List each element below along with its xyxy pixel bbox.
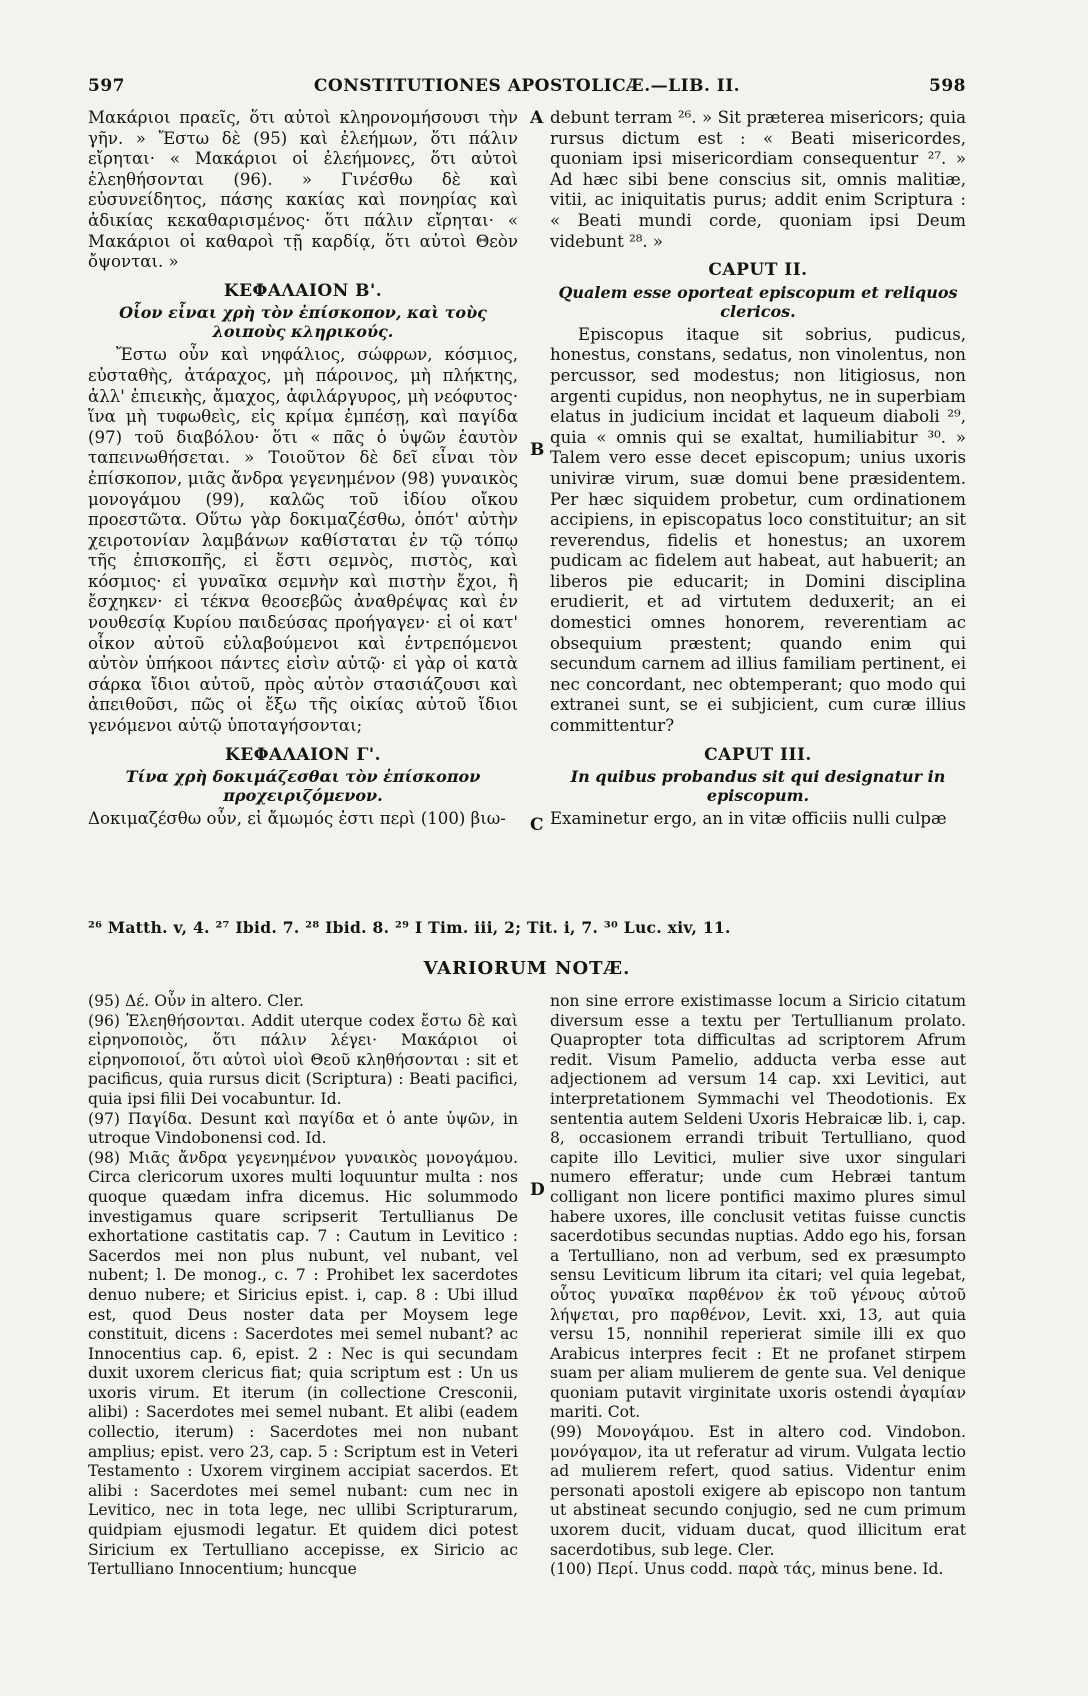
note-98-continued: non sine errore existimasse locum a Siricio citatum diversum esse a textu per Tertullianum prolato. Quapropter tota difficultas ad scriptorem Afrum redit. Visum Pamelio, adducta verba esse aut adjectionem ad versum 14 cap. xxi Levitici, aut interpretationem Symmachi vel Theodotionis. Ex sententia autem Seldeni Uxoris Hebraicæ lib. i, cap. 8, occasionem errandi tribuit Tertulliano, quod capite illo Levitici, mulier sive uxor singulari numero efferatur; unde cum Hebræi tantum colligant non licere pontifici maximo plures simul habere uxores, ille conclusit vetitas fuisse cunctis sacerdotibus secundas nuptias. Addo ego his, forsan a Tertulliano, non ad verbum, sed ex præsumpto sensu Leviticum librum ita citari; vel quia legebat, οὗτος γυναῖκα παρθένον ἐκ τοῦ γένους αὐτοῦ λήψεται, pro παρθένον, Levit. xxi, 13, aut quia versu 15, nonnihil reperierat simile illi ex quo Arabicus interpres fecit : Et ne profanet stirpem suam per aliam mulierem de gente sua. Vel denique quoniam putavit virginitate uxoris ostendi ἀγαμίαν mariti. Cot. — [550, 992, 966, 1422]
note-96: (96) Ἐλεηθήσονται. Addit uterque codex ἔστω δὲ καὶ εἰρηνοποιὸς, ὅτι πάλιν λέγει· Μακάριοι οἱ εἰρηνοποιοί, ὅτι αὐτοὶ υἱοὶ Θεοῦ κληθήσονται : sit et pacificus, quia rursus dicit (Scriptura) : Beati pacifici, quia ipsi filii Dei vocabuntur. Id. — [88, 1011, 518, 1108]
page-number-left: 597 — [88, 76, 125, 96]
greek-intro-paragraph: Μακάριοι πραεῖς, ὅτι αὐτοὶ κληρονομήσουσι τὴν γῆν. » Ἔστω δὲ (95) καὶ ἐλεήμων, ὅτι πάλιν εἴρηται· « Μακάριοι οἱ ἐλεήμονες, ὅτι αὐτοὶ ἐλεηθήσονται (96). » Γινέσθω δὲ καὶ εὐσυνείδητος, πάσης κακίας καὶ πονηρίας καὶ ἀδικίας κεκαθαρισμένος· ὅτι πάλιν εἴρηται· « Μακάριοι οἱ καθαροὶ τῇ καρδίᾳ, ὅτι αὐτοὶ Θεὸν ὄψονται. » — [88, 108, 518, 272]
margin-letter-a: A — [530, 108, 544, 128]
greek-chapter-2-text: Ἔστω οὖν καὶ νηφάλιος, σώφρων, κόσμιος, εὐσταθὴς, ἀτάραχος, μὴ πάροινος, μὴ πλήκτης, ἀλλ' ἐπιεικὴς, ἄμαχος, ἀφιλάργυρος, μὴ νεόφυτος· ἵνα μὴ τυφωθεὶς, εἰς κρίμα ἐμπέσῃ, καὶ παγίδα (97) τοῦ διαβόλου· ὅτι « πᾶς ὁ ὑψῶν ἑαυτὸν ταπεινωθήσεται. » Τοιοῦτον δὲ δεῖ εἶναι τὸν ἐπίσκοπον, μιᾶς ἄνδρα γεγενημένον (98) γυναικὸς μονογάμου (99), καλῶς τοῦ ἰδίου οἴκου προεστῶτα. Οὕτω γὰρ δοκιμαζέσθω, ὁπότ' αὐτὴν χειροτονίαν λαμβάνων καθίσταται ἐν τῷ τόπῳ τῆς ἐπισκοπῆς, εἰ ἔστι σεμνὸς, πιστὸς, καὶ κόσμιος· εἰ γυναῖκα σεμνὴν καὶ πιστὴν ἔχοι, ἢ ἔσχηκεν· εἰ τέκνα θεοσεβῶς ἀναθρέψας καὶ ἐν νουθεσίᾳ Κυρίου παιδεύσας προήγαγεν· εἰ οἱ κατ' οἶκον αὐτοῦ εὐλαβούμενοι καὶ ἐντρεπόμενοι αὐτὸν ὑπήκοοι πάντες εἰσὶν αὐτῷ· εἰ γὰρ οἱ κατὰ σάρκα ἴδιοι αὐτοῦ, πρὸς αὐτὸν στασιάζουσι καὶ ἀπειθοῦσι, πῶς οἱ ἔξω τῆς οἰκίας αὐτοῦ ἴδιοι γενόμενοι αὐτῷ ὑποταγήσονται; — [88, 345, 518, 736]
note-98: (98) Μιᾶς ἄνδρα γεγενημένον γυναικὸς μονογάμου. Circa clericorum uxores multi loquuntur multa : nos quoque quædam infra dicemus. Hic solummodo investigamus quare scripserit Tertullianus De exhortatione castitatis cap. 7 : Cautum in Levitico : Sacerdos mei non plus nubunt, vel nubant, vel nubent; l. De monog., c. 7 : Prohibet lex sacerdotes denuo nubere; et Siricius epist. i, cap. 8 : Ubi illud est, quod Deus noster data per Moysem lege constituit, dicens : Sacerdotes mei semel nubant? ac Innocentius cap. 6, epist. 2 : Nec is qui secundam duxit uxorem clericus fiat; quia scriptum est : Un us uxoris virum. Et iterum (in collectione Cresconii, alibi) : Sacerdotes mei semel nubant. Et alibi (eadem collectio, iterum) : Sacerdotes mei non nubant amplius; epist. vero 23, cap. 5 : Scriptum est in Veteri Testamento : Uxorem virginem accipiat sacerdos. Et alibi : Sacerdotes mei semel nubant: cum nec in Levitico, nec in tota lege, nec ullibi Scripturarum, quidpiam ejusmodi legatur. Et quidem dici potest Siricium ex Tertulliano accepisse, ex Siricio ac Tertulliano Innocentium; huncque — [88, 1148, 518, 1579]
notes-left-column — [88, 992, 518, 1580]
greek-chapter-2-title: Οἷον εἶναι χρὴ τὸν ἐπίσκοπον, καὶ τοὺς λοιποὺς κληρικούς. — [119, 303, 487, 342]
latin-chapter-3-title: In quibus probandus sit qui designatur in episcopum. — [570, 767, 946, 806]
note-97: (97) Παγίδα. Desunt καὶ παγίδα et ὁ ante ὑψῶν, in utroque Vindobonensi cod. Id. — [88, 1109, 518, 1148]
running-head — [88, 76, 966, 106]
latin-chapter-3-heading: CAPUT III. — [704, 744, 812, 765]
notes-right-column — [550, 992, 966, 1580]
latin-intro-paragraph: debunt terram ²⁶. » Sit præterea misericors; quia rursus dictum est : « Beati misericordes, quoniam ipsi misericordiam consequentur ²⁷. » Ad hæc sibi bene conscius sit, omnis malitiæ, vitii, ac iniquitatis purus; addit enim Scriptura : « Beati mundi corde, quoniam ipsi Deum videbunt ²⁸. » — [550, 108, 966, 251]
running-title: CONSTITUTIONES APOSTOLICÆ.—LIB. II. — [313, 76, 741, 96]
notes-heading: VARIORUM NOTÆ. — [423, 958, 631, 979]
page-number-right: 598 — [929, 76, 966, 96]
note-95: (95) Δέ. Οὖν in altero. Cler. — [88, 992, 305, 1010]
note-99: (99) Μονογάμου. Est in altero cod. Vindobon. μονόγαμον, ita ut referatur ad virum. Vulgata lectio ad mulierem refert, quod satius. Videntur enim personati apostoli exigere ab episcopo non tantum ut abstineat secundo conjugio, sed ne cum primum uxorem ducit, viduam ducat, quod illicitum erat sacerdotibus, sub lege. Cler. — [550, 1423, 966, 1559]
latin-chapter-3-text: Examinetur ergo, an in vitæ officiis nulli culpæ — [550, 809, 947, 829]
latin-chapter-2-text: Episcopus itaque sit sobrius, pudicus, honestus, constans, sedatus, non vinolentus, non percussor, sed modestus; non litigiosus, non argenti cupidus, non neophytus, ne in superbiam elatus in judicium incidat et laqueum diaboli ²⁹, quia « omnis qui se exaltat, humiliabitur ³⁰. » Talem vero esse decet episcopum; unius uxoris univiræ virum, suæ domui bene præsidentem. Per hæc siquidem probetur, cum ordinationem accipiens, in episcopatus loco constituitur; an sit reverendus, fidelis et honestus; an uxorem pudicam ac fidelem aut habeat, aut habuerit; an liberos pie educarit; in Domini disciplina erudierit, et ad virtutem deduxerit; an ei domestici omnes honorem, reverentiam ac obsequium præstent; quando enim qui secundum carnem ad illius familiam pertinent, ei nec concordant, nec obtemperant; quo modo qui extranei sunt, se ei subjicient, cum curæ illius committentur? — [550, 324, 966, 736]
note-100: (100) Περί. Unus codd. παρὰ τάς, minus bene. Id. — [550, 1560, 944, 1579]
latin-chapter-2-title: Qualem esse oporteat episcopum et reliquos clericos. — [558, 282, 958, 321]
margin-letter-c: C — [530, 815, 544, 835]
margin-letter-b: B — [530, 440, 545, 460]
greek-chapter-2-heading: ΚΕΦΑΛΑΙΟΝ Β'. — [223, 280, 383, 301]
greek-chapter-3-text: Δοκιμαζέσθω οὖν, εἰ ἄμωμός ἐστι περὶ (100) βιω- — [88, 809, 506, 829]
greek-column — [88, 108, 518, 830]
margin-letter-d: D — [530, 1180, 545, 1200]
greek-chapter-3-title: Τίνα χρὴ δοκιμάζεσθαι τὸν ἐπίσκοπον προχειριζόμενον. — [125, 767, 481, 806]
greek-chapter-3-heading: ΚΕΦΑΛΑΙΟΝ Γ'. — [224, 744, 382, 765]
latin-column — [550, 108, 966, 830]
latin-chapter-2-heading: CAPUT II. — [708, 260, 808, 281]
scripture-footnotes: ²⁶ Matth. v, 4. ²⁷ Ibid. 7. ²⁸ Ibid. 8. ²⁹ I Tim. iii, 2; Tit. i, 7. ³⁰ Luc. xiv, 11. — [88, 918, 731, 937]
